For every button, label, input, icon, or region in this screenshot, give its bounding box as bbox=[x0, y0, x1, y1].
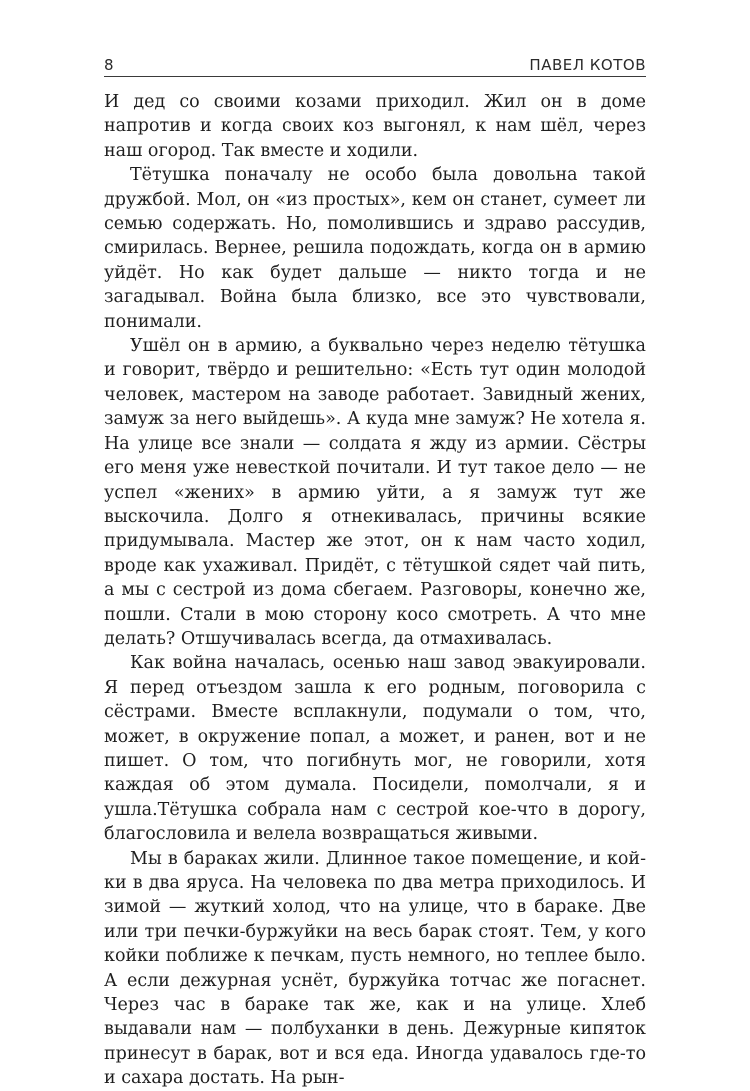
paragraph-1: И дед со своими козами приходил. Жил он в доме напротив и когда своих коз выгонял, к нам шёл, через наш огород. Так вместе и ходили. bbox=[104, 92, 646, 161]
paragraph-3: Ушёл он в армию, а буквально через неделю тётушка и говорит, твёрдо и решительно: «Есть тут один молодой человек, мастером на заводе работает. Завидный жених, замуж за него выйдешь». А куда мне замуж? Не хотела я. На улице все знали — солдата я жду из армии. Сёстры его меня уже невесткой почитали. И тут такое дело — не успел «жених» в армию уйти, а я замуж тут же выскочила. Долго я отнекивалась, причины всякие придумывала. Мастер же этот, он к нам часто ходил, вроде как ухаживал. Придёт, с тётушкой сядет чай пить, а мы с сестрой из дома сбегаем. Разговоры, конечно же, пошли. Стали в мою сторону косо смотреть. А что мне делать? Отшучивалась всегда, да отмахивалась. bbox=[104, 336, 646, 649]
header-rule bbox=[104, 76, 646, 77]
body-text bbox=[104, 90, 646, 1091]
running-head bbox=[104, 52, 646, 76]
page-number: 8 bbox=[104, 56, 115, 74]
running-head-author: ПАВЕЛ КОТОВ bbox=[529, 56, 646, 74]
paragraph-5: Мы в бараках жили. Длинное такое помещение, и койки в два яруса. На человека по два метра приходилось. И зимой — жуткий холод, что на улице, что в бараке. Две или три печки-буржуйки на весь барак стоят. Тем, у кого койки поближе к печкам, пусть немного, но теплее было. А если дежурная уснёт, буржуйка тотчас же погаснет. Через час в бараке так же, как и на улице. Хлеб выдавали нам — полбуханки в день. Дежурные кипяток принесут в барак, вот и вся еда. Иногда удавалось где-то и сахара достать. На рын- bbox=[104, 848, 646, 1089]
paragraph-4: Как война началась, осенью наш завод эвакуировали. Я перед отъездом зашла к его родным, поговорила с сёстрами. Вместе всплакнули, подумали о том, что, может, в окружение попал, а может, и ранен, вот и не пишет. О том, что погибнуть мог, не говорили, хотя каждая об этом думала. Посидели, помолчали, я и ушла.Тётушка собрала нам с сестрой кое-что в дорогу, благословила и велела возвращаться живыми. bbox=[104, 653, 646, 845]
book-page bbox=[104, 52, 646, 1089]
paragraph-2: Тётушка поначалу не особо была довольна такой дружбой. Мол, он «из простых», кем он станет, сумеет ли семью содержать. Но, помолившись и здраво рассудив, смирилась. Вернее, решила подождать, когда он в армию уйдёт. Но как будет дальше — никто тогда и не загадывал. Война была близко, все это чувствовали, понимали. bbox=[104, 165, 646, 332]
